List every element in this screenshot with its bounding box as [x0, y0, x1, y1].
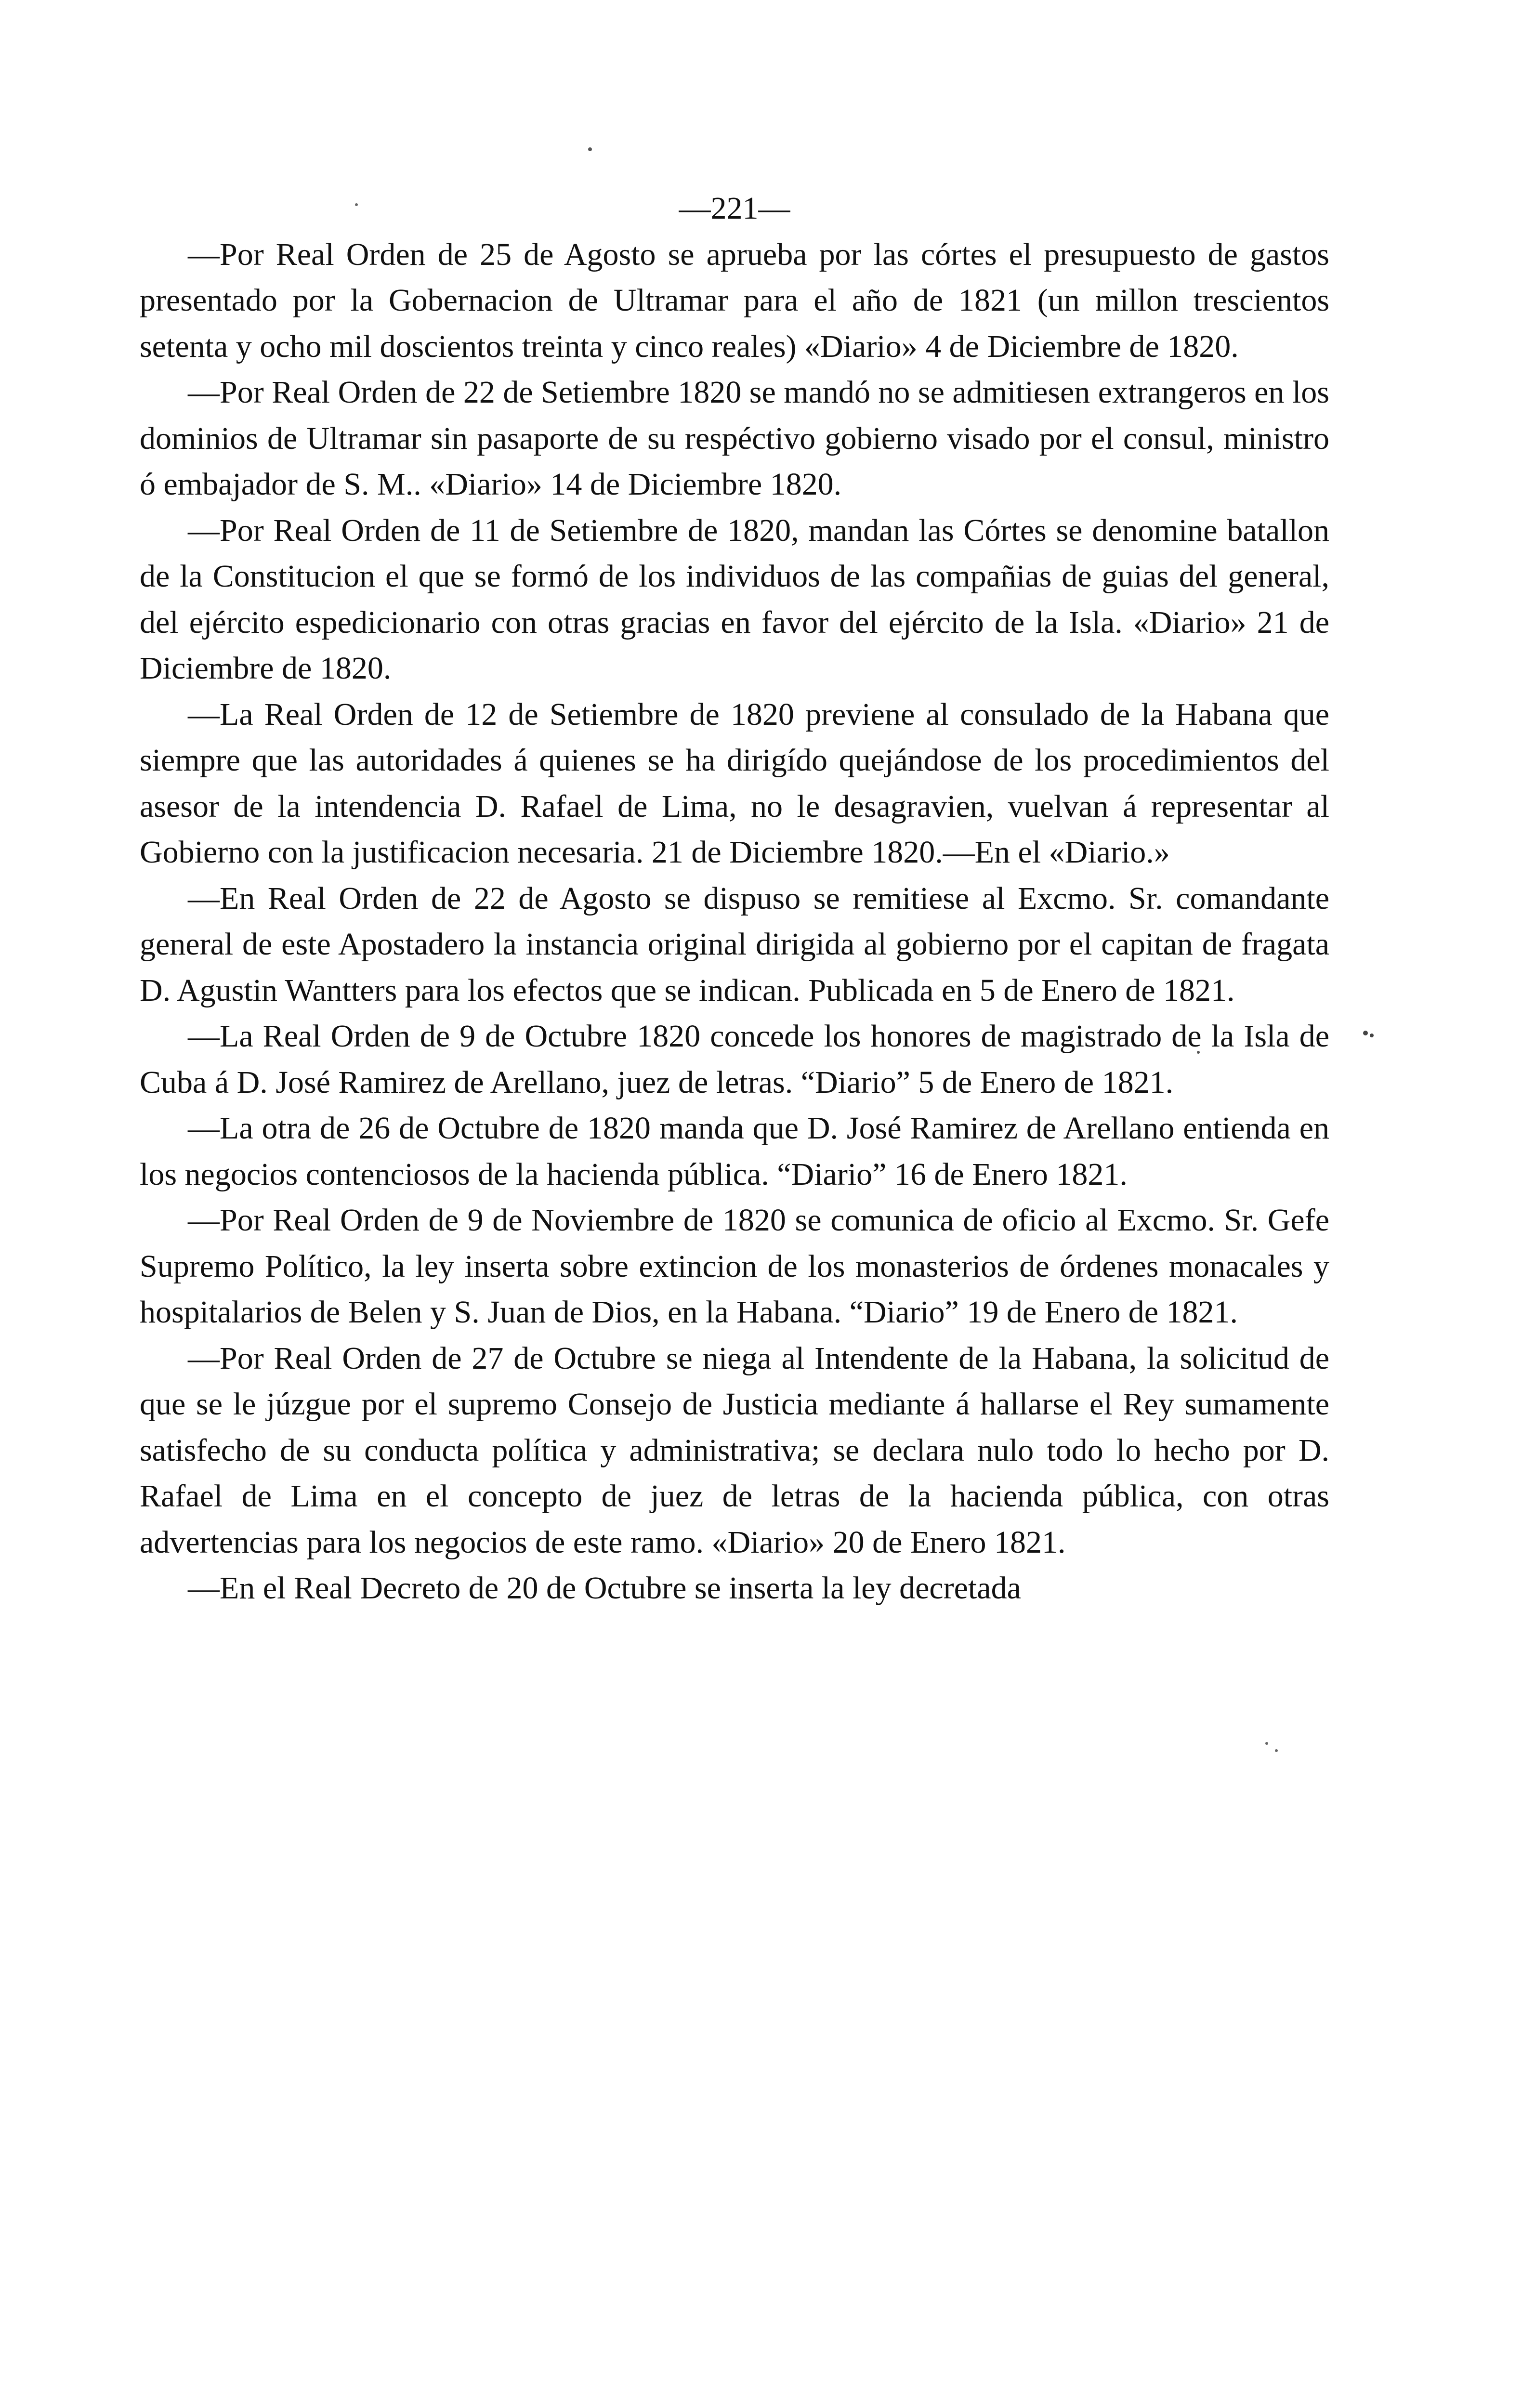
paragraph-1: —Por Real Orden de 25 de Agosto se aprueba por las córtes el presupuesto de gastos presentado por la Gobernacion de Ultramar para el año de 1821 (un millon trescientos setenta y ocho mil doscientos treinta y cinco reales) «Diario» 4 de Diciembre de 1820.	[140, 236, 1329, 364]
paragraph-2: —Por Real Orden de 22 de Setiembre 1820 se mandó no se admitiesen extrangeros en los dominios de Ultramar sin pasaporte de su respéctivo gobierno visado por el consul, ministro ó embajador de S. M.. «Diario» 14 de Diciembre 1820.	[140, 375, 1329, 502]
paragraph-7: —La otra de 26 de Octubre de 1820 manda que D. José Ramirez de Arellano entienda en los negocios contenciosos de la hacienda pública. “Diario” 16 de Enero 1821.	[140, 1111, 1329, 1192]
paragraph-9: —Por Real Orden de 27 de Octubre se niega al Intendente de la Habana, la solicitud de que se le júzgue por el supremo Consejo de Justicia mediante á hallarse el Rey sumamente satisfecho de su conducta política y administrativa; se declara nulo todo lo hecho por D. Rafael de Lima en el concepto de juez de letras de la hacienda pública, con otras advertencias para los negocios de este ramo. «Diario» 20 de Enero 1821.	[140, 1340, 1329, 1560]
ink-speck	[1275, 1749, 1278, 1752]
paragraph-6: —La Real Orden de 9 de Octubre 1820 concede los honores de magistrado de la Isla de Cuba á D. José Ramirez de Arellano, juez de letras. “Diario” 5 de Enero de 1821.	[140, 1019, 1329, 1100]
ink-speck	[588, 147, 592, 151]
page-text	[140, 185, 1329, 1611]
paragraph-10: —En el Real Decreto de 20 de Octubre se inserta la ley decretada	[188, 1570, 1021, 1606]
page-number: —221—	[679, 191, 790, 226]
paragraph-5: —En Real Orden de 22 de Agosto se dispuso se remitiese al Excmo. Sr. comandante general de este Apostadero la instancia original dirigida al gobierno por el capitan de fragata D. Agustin Wantters para los efectos que se indican. Publicada en 5 de Enero de 1821.	[140, 880, 1329, 1008]
paragraph-3: —Por Real Orden de 11 de Setiembre de 1820, mandan las Córtes se denomine batallon de la Constitucion el que se formó de los individuos de las compañias de guias del general, del ejército espedicionario con otras gracias en favor del ejército de la Isla. «Diario» 21 de Diciembre de 1820.	[140, 512, 1329, 686]
paragraph-4: —La Real Orden de 12 de Setiembre de 1820 previene al consulado de la Habana que siempre que las autoridades á quienes se ha dirigído quejándose de los procedimientos del asesor de la intendencia D. Rafael de Lima, no le desagravien, vuelvan á representar al Gobierno con la justificacion necesaria. 21 de Diciembre 1820.—En el «Diario.»	[140, 696, 1329, 870]
ink-speck	[1370, 1034, 1374, 1037]
ink-speck	[1265, 1742, 1268, 1745]
paragraph-8: —Por Real Orden de 9 de Noviembre de 1820 se comunica de oficio al Excmo. Sr. Gefe Supremo Político, la ley inserta sobre extincion de los monasterios de órdenes monacales y hospitalarios de Belen y S. Juan de Dios, en la Habana. “Diario” 19 de Enero de 1821.	[140, 1203, 1329, 1330]
ink-speck	[1363, 1031, 1368, 1035]
